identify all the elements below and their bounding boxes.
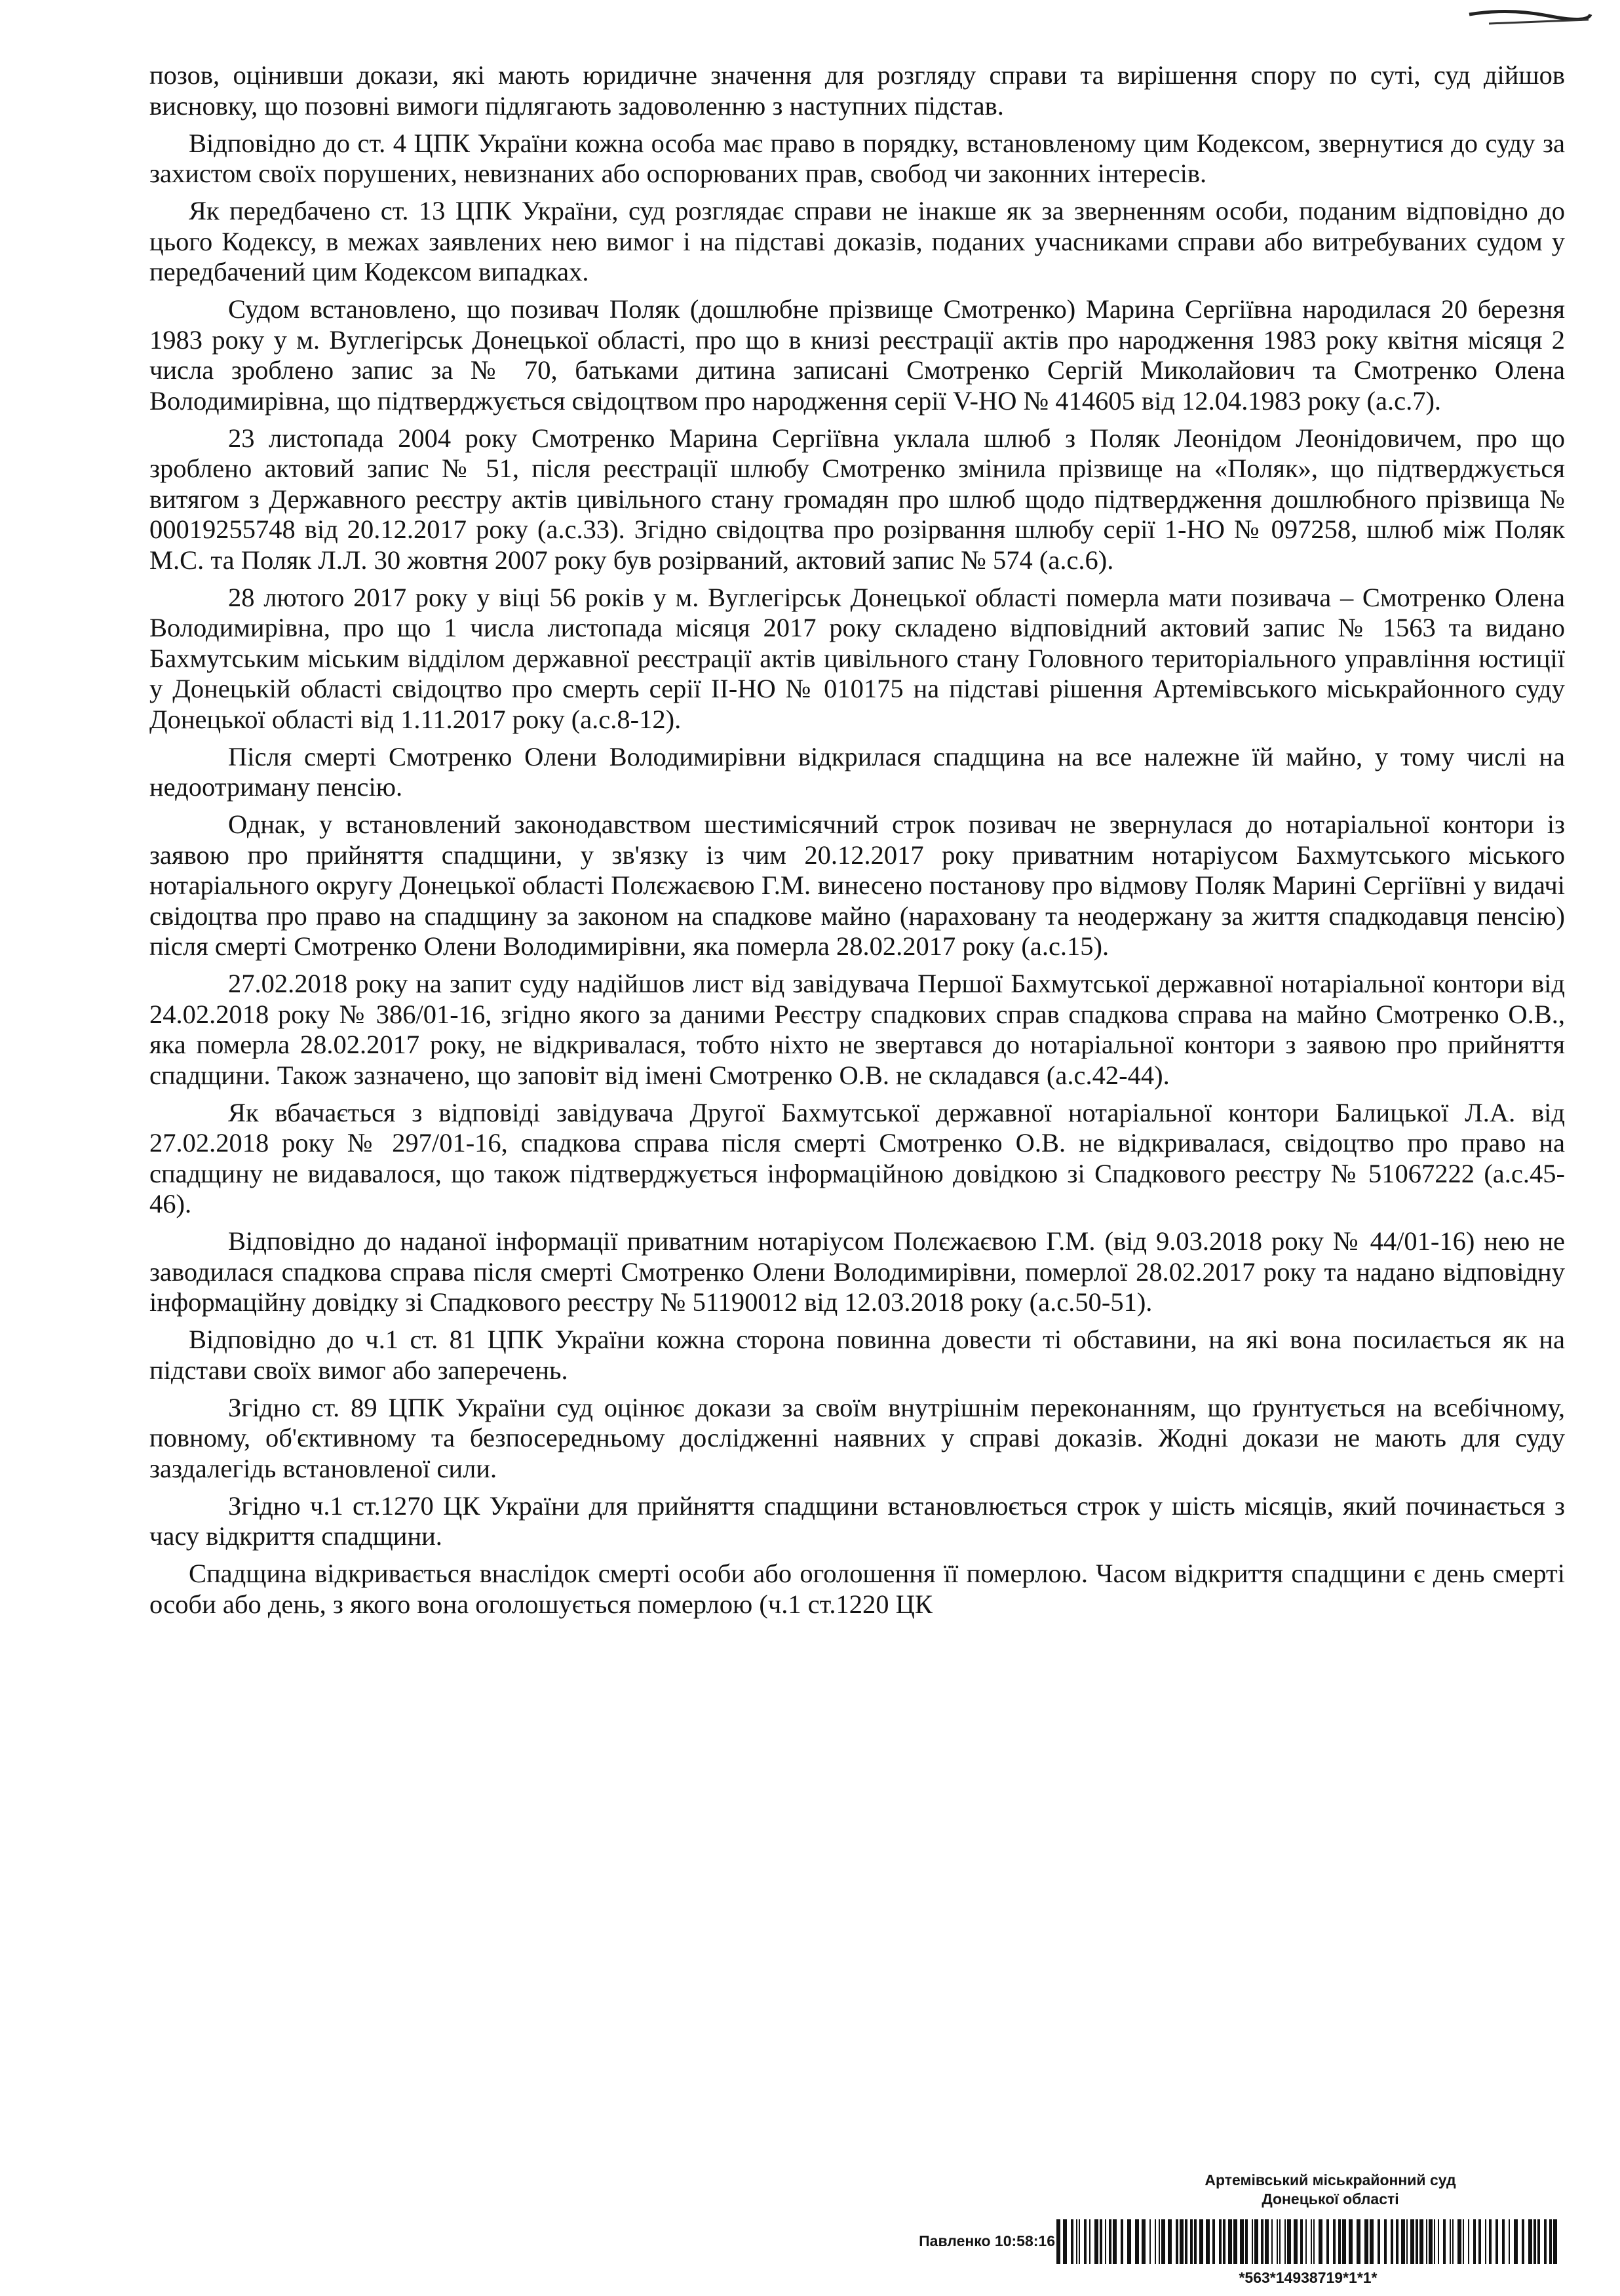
court-name-line: Артемівський міськрайонний суд	[1205, 2171, 1456, 2189]
paragraph: Згідно ч.1 ст.1270 ЦК України для прийняття спадщини встановлюється строк у шість місяців, який починається з часу відкриття спадщини.	[149, 1490, 1565, 1551]
paragraph: Однак, у встановлений законодавством шестимісячний строк позивач не звернулася до нотаріальної контори із заявою про прийняття спадщини, у зв'язку із чим 20.12.2017 року приватним нотаріусом Бахмутського міського нотаріального округу Донецької області Полєжаєвою Г.М. винесено постанову про відмову Поляк Марині Сергіївні у видачі свідоцтва про право на спадщину за законом на спадкове майно (нараховану та неодержану за життя спадкодавця пенсію) після смерті Смотренко Олени Володимирівни, яка померла 28.02.2017 року (а.с.15).	[149, 809, 1565, 961]
paragraph: 27.02.2018 року на запит суду надійшов лист від завідувача Першої Бахмутської державної нотаріальної контори від 24.02.2018 року № 386/01-16, згідно якого за даними Реєстру спадкових справ спадкова справа на майно Смотренко О.В., яка померла 28.02.2017 року, не відкривалася, тобто ніхто не звертався до нотаріальної контори з заявою про прийняття спадщини. Також зазначено, що заповіт від імені Смотренко О.В. не складався (а.с.42-44).	[149, 969, 1565, 1090]
paragraph: Відповідно до ст. 4 ЦПК України кожна особа має право в порядку, встановленому цим Кодексом, звернутися до суду за захистом своїх порушених, невизнаних або оспорюваних прав, свобод чи законних інтересів.	[149, 128, 1565, 188]
paragraph: 23 листопада 2004 року Смотренко Марина Сергіївна уклала шлюб з Поляк Леонідом Леонідовичем, про що зроблено актовий запис № 51, після реєстрації шлюбу Смотренко змінила прізвище на «Поляк», що підтверджується витягом з Державного реєстру актів цивільного стану громадян про шлюб щодо підтвердження дошлюбного прізвища № 00019255748 від 20.12.2017 року (а.с.33). Згідно свідоцтва про розірвання шлюбу серії 1-НО № 097258, шлюб між Поляк М.С. та Поляк Л.Л. 30 жовтня 2007 року був розірваний, актовий запис № 574 (а.с.6).	[149, 423, 1565, 575]
paragraph: Згідно ст. 89 ЦПК України суд оцінює докази за своїм внутрішнім переконанням, що ґрунтується на всебічному, повному, об'єктивному та безпосередньому дослідженні наявних у справі доказів. Жодні докази не мають для суду заздалегідь встановленої сили.	[149, 1392, 1565, 1483]
paragraph: Судом встановлено, що позивач Поляк (дошлюбне прізвище Смотренко) Марина Сергіївна народилася 20 березня 1983 року у м. Вуглегірськ Донецької області, про що в книзі реєстрації актів про народження 1983 року квітня місяця 2 числа зроблено запис за № 70, батьками дитина записані Смотренко Сергій Миколайович та Смотренко Олена Володимирівна, що підтверджується свідоцтвом про народження серії V-НО № 414605 від 12.04.1983 року (а.с.7).	[149, 294, 1565, 416]
paragraph: 28 лютого 2017 року у віці 56 років у м. Вуглегірськ Донецької області померла мати позивача – Смотренко Олена Володимирівна, про що 1 числа листопада місяця 2017 року складено відповідний актовий запис № 1563 та видано Бахмутським міським відділом державної реєстрації актів цивільного стану Головного територіального управління юстиції у Донецькій області свідоцтво про смерть серії ІІ-НО № 010175 на підставі рішення Артемівського міськрайонного суду Донецької області від 1.11.2017 року (а.с.8-12).	[149, 582, 1565, 734]
scan-corner-mark	[1450, 0, 1594, 46]
paragraph: Відповідно до ч.1 ст. 81 ЦПК України кожна сторона повинна довести ті обставини, на які вона посилається як на підстави своїх вимог або заперечень.	[149, 1325, 1565, 1385]
paragraph: Після смерті Смотренко Олени Володимирівни відкрилася спадщина на все належне їй майно, у тому числі на недоотриману пенсію.	[149, 741, 1565, 802]
paragraph: Як передбачено ст. 13 ЦПК України, суд розглядає справи не інакше як за зверненням особи, поданим відповідно до цього Кодексу, в межах заявлених нею вимог і на підставі доказів, поданих учасниками справи або витребуваних судом у передбачений цим Кодексом випадках.	[149, 196, 1565, 286]
court-name	[1160, 2171, 1501, 2209]
clerk-timestamp: Павленко 10:58:16	[919, 2232, 1055, 2249]
paragraph: Відповідно до наданої інформації приватним нотаріусом Полєжаєвою Г.М. (від 9.03.2018 року № 44/01-16) нею не заводилася спадкова справа після смерті Смотренко Олени Володимирівни, померлої 28.02.2017 року та надано відповідну інформаційну довідку зі Спадкового реєстру № 51190012 від 12.03.2018 року (а.с.50-51).	[149, 1226, 1565, 1317]
paragraph: Спадщина відкривається внаслідок смерті особи або оголошення її померлою. Часом відкриття спадщини є день смерті особи або день, з якого вона оголошується померлою (ч.1 ст.1220 ЦК	[149, 1559, 1565, 1619]
paragraph: позов, оцінивши докази, які мають юридичне значення для розгляду справи та вирішення спору по суті, суд дійшов висновку, що позовні вимоги підлягають задоволенню з наступних підстав.	[149, 60, 1565, 121]
paragraph: Як вбачається з відповіді завідувача Другої Бахмутської державної нотаріальної контори Балицької Л.А. від 27.02.2018 року № 297/01-16, спадкова справа після смерті Смотренко О.В. не відкривалася, свідоцтво про право на спадщину не видавалося, що також підтверджується інформаційною довідкою зі Спадкового реєстру № 51067222 (а.с.45-46).	[149, 1097, 1565, 1218]
barcode-number: *563*14938719*1*1*	[1239, 2269, 1378, 2286]
decision-text	[149, 60, 1565, 1627]
barcode	[1056, 2219, 1560, 2264]
court-region-line: Донецької області	[1262, 2190, 1399, 2208]
